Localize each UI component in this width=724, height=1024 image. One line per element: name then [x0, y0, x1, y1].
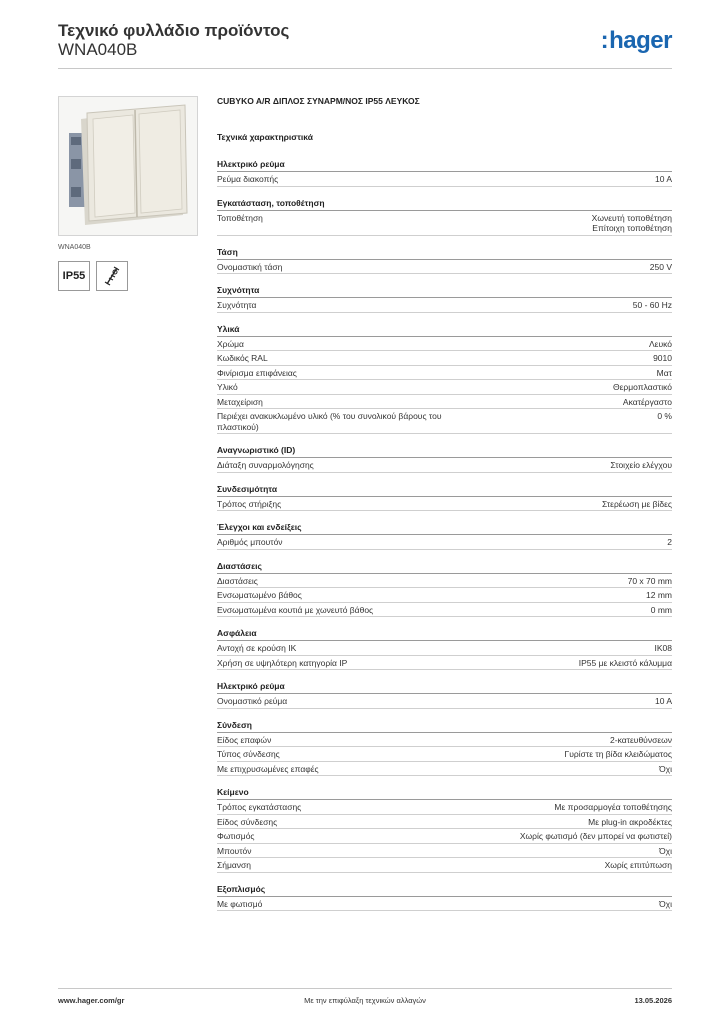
spec-row: [217, 844, 672, 859]
spec-row: [217, 409, 672, 434]
spec-label: Χρήση σε υψηλότερη κατηγορία IP: [217, 657, 348, 668]
spec-value-line: 10 A: [654, 696, 672, 706]
ip55-badge: IP55: [58, 261, 90, 291]
spec-value: [477, 831, 672, 842]
group-title: Διαστάσεις: [217, 561, 672, 574]
spec-row: [217, 380, 672, 395]
spec-value: [477, 262, 672, 273]
screw-terminal-icon: [96, 261, 128, 291]
spec-row: [217, 800, 672, 815]
spec-label: Με επιχρυσωμένες επαφές: [217, 763, 319, 774]
spec-group: [217, 484, 672, 512]
spec-row: [217, 829, 672, 844]
spec-group: [217, 561, 672, 618]
spec-value: [477, 696, 672, 707]
spec-label: Ονομαστική τάση: [217, 261, 283, 272]
spec-group: [217, 884, 672, 912]
logo-prefix: :: [600, 27, 609, 54]
spec-label: Είδος επαφών: [217, 734, 272, 745]
spec-value: [477, 643, 672, 654]
spec-row: [217, 747, 672, 762]
spec-label: Διαστάσεις: [217, 575, 258, 586]
screw-terminal-icon-graphic: [101, 264, 123, 288]
spec-group: [217, 198, 672, 236]
spec-value-line: 250 V: [649, 261, 672, 272]
spec-value: [477, 397, 672, 408]
spec-label: Κωδικός RAL: [217, 353, 268, 363]
spec-value-line: Θερμοπλαστικό: [612, 382, 672, 392]
spec-value-line: Όχι: [659, 763, 672, 774]
group-title: Συχνότητα: [217, 285, 672, 298]
group-title: Έλεγχοι και ενδείξεις: [217, 522, 672, 535]
spec-label: Αντοχή σε κρούση IK: [217, 643, 297, 653]
page-header: [58, 21, 678, 65]
spec-row: [217, 337, 672, 352]
group-title: Ασφάλεια: [217, 628, 672, 641]
spec-value-line: Στερέωση με βίδες: [601, 498, 672, 509]
spec-value-line: 2: [667, 537, 672, 547]
spec-value-line: 12 mm: [646, 590, 672, 600]
spec-value: [477, 590, 672, 601]
spec-value-line: Όχι: [659, 898, 672, 909]
spec-row: [217, 897, 672, 912]
spec-value: [477, 749, 672, 760]
spec-label: Ενσωματωμένο βάθος: [217, 590, 302, 600]
spec-row: [217, 858, 672, 873]
spec-value-line: 10 A: [654, 174, 672, 184]
document-title: Τεχνικό φυλλάδιο προϊόντος: [58, 21, 290, 40]
spec-value: [477, 576, 672, 587]
spec-row: [217, 366, 672, 381]
spec-label: Τοποθέτηση: [217, 212, 263, 223]
hager-logo: [601, 27, 672, 55]
spec-row: [217, 298, 672, 313]
spec-value-line: 70 x 70 mm: [627, 575, 672, 586]
spec-label: Χρώμα: [217, 338, 244, 349]
group-title: Ηλεκτρικό ρεύμα: [217, 681, 672, 694]
spec-value-line: Με plug-in ακροδέκτες: [588, 816, 672, 827]
group-title: Σύνδεση: [217, 720, 672, 733]
spec-group: [217, 247, 672, 275]
spec-row: [217, 458, 672, 473]
spec-value: [477, 460, 672, 471]
spec-label: Τύπος σύνδεσης: [217, 749, 280, 759]
spec-label: Διάταξη συναρμολόγησης: [217, 460, 314, 470]
section-title: Τεχνικά χαρακτηριστικά: [217, 132, 313, 142]
spec-value: [477, 353, 672, 364]
spec-label: Φωτισμός: [217, 831, 255, 841]
spec-label: Φινίρισμα επιφάνειας: [217, 367, 297, 378]
spec-value-line: Στοιχείο ελέγχου: [610, 460, 672, 470]
spec-group: [217, 285, 672, 313]
spec-label: Συχνότητα: [217, 300, 257, 310]
spec-label: Αριθμός μπουτόν: [217, 537, 283, 547]
group-title: Εγκατάσταση, τοποθέτηση: [217, 198, 672, 211]
footer-date: 13.05.2026: [634, 996, 672, 1005]
spec-label: Είδος σύνδεσης: [217, 816, 278, 827]
spec-row: [217, 260, 672, 275]
spec-label: Ονομαστικό ρεύμα: [217, 696, 288, 706]
group-title: Αναγνωριστικό (ID): [217, 445, 672, 458]
spec-value: [477, 817, 672, 828]
spec-label: Με φωτισμό: [217, 898, 263, 909]
product-image: [58, 96, 198, 236]
spec-row: [217, 815, 672, 830]
spec-value: [477, 764, 672, 775]
spec-row: [217, 211, 672, 236]
group-title: Υλικά: [217, 324, 672, 337]
spec-value-line: Λευκό: [649, 338, 672, 349]
spec-row: [217, 574, 672, 589]
spec-value: [477, 899, 672, 910]
spec-row: [217, 351, 672, 366]
spec-group: [217, 324, 672, 435]
spec-value: [477, 846, 672, 857]
spec-group: [217, 787, 672, 873]
spec-value-line: Χωρίς επιτύπωση: [604, 860, 672, 870]
spec-value: [477, 537, 672, 548]
spec-row: [217, 395, 672, 410]
spec-row: [217, 656, 672, 671]
header-divider: [58, 68, 672, 69]
footer-note: Με την επιφύλαξη τεχνικών αλλαγών: [304, 996, 426, 1005]
spec-value: [477, 499, 672, 510]
spec-label: Περιέχει ανακυκλωμένο υλικό (% του συνολικού βάρους του πλαστικού): [217, 411, 442, 432]
spec-row: [217, 641, 672, 656]
spec-row: [217, 535, 672, 550]
spec-value: [477, 605, 672, 616]
spec-label: Σήμανση: [217, 860, 252, 870]
document-subtitle: WNA040B: [58, 40, 138, 59]
spec-value: [477, 658, 672, 669]
spec-value: [477, 411, 672, 432]
logo-text: hager: [609, 27, 672, 54]
footer-divider: [58, 988, 672, 989]
spec-row: [217, 603, 672, 618]
spec-group: [217, 628, 672, 670]
group-title: Συνδεσιμότητα: [217, 484, 672, 497]
spec-value: [477, 368, 672, 379]
spec-row: [217, 762, 672, 777]
spec-group: [217, 720, 672, 777]
spec-label: Μεταχείριση: [217, 396, 263, 407]
spec-label: Μπουτόν: [217, 845, 252, 856]
spec-label: Ρεύμα διακοπής: [217, 174, 279, 184]
spec-group: [217, 681, 672, 709]
spec-value-line: Όχι: [659, 845, 672, 856]
spec-value-line: Χωνευτή τοποθέτηση: [591, 212, 672, 223]
spec-row: [217, 497, 672, 512]
spec-group: [217, 445, 672, 473]
spec-value: [477, 174, 672, 185]
footer-website[interactable]: www.hager.com/gr: [58, 996, 125, 1005]
spec-group: [217, 159, 672, 187]
spec-label: Τρόπος στήριξης: [217, 498, 282, 509]
spec-label: Τρόπος εγκατάστασης: [217, 802, 302, 812]
spec-row: [217, 694, 672, 709]
spec-value-line: Γυρίστε τη βίδα κλειδώματος: [564, 749, 672, 759]
spec-value: [477, 860, 672, 871]
spec-value-line: Ματ: [656, 367, 672, 378]
spec-groups: [217, 159, 672, 911]
spec-value-line: IP55 με κλειστό κάλυμμα: [578, 657, 672, 668]
spec-value: [477, 802, 672, 813]
group-title: Εξοπλισμός: [217, 884, 672, 897]
spec-value: [477, 735, 672, 746]
spec-value-line: Με προσαρμογέα τοποθέτησης: [554, 802, 672, 812]
spec-label: Υλικό: [217, 382, 238, 392]
spec-value: [477, 300, 672, 311]
switch-illustration: [59, 97, 198, 236]
badge-row: [58, 261, 198, 291]
spec-value-line: 9010: [653, 353, 672, 363]
spec-value-line: 2-κατευθύνσεων: [610, 734, 672, 745]
spec-value-line: IK08: [654, 643, 672, 653]
spec-group: [217, 522, 672, 550]
group-title: Τάση: [217, 247, 672, 260]
spec-value: [477, 339, 672, 350]
spec-row: [217, 172, 672, 187]
spec-value-line: 0 %: [657, 411, 672, 421]
group-title: Ηλεκτρικό ρεύμα: [217, 159, 672, 172]
spec-value-line: 50 - 60 Hz: [632, 300, 672, 310]
spec-value: [477, 213, 672, 234]
spec-value-line: Επίτοιχη τοποθέτηση: [592, 223, 672, 233]
spec-label: Ενσωματωμένα κουτιά με χωνευτό βάθος: [217, 604, 374, 615]
spec-value-line: Ακατέργαστο: [622, 396, 672, 407]
product-name: CUBYKO A/R ΔΙΠΛΟΣ ΣΥΝΑΡΜ/ΝΟΣ IP55 ΛΕΥΚΟΣ: [217, 96, 420, 106]
image-caption: WNA040B: [58, 244, 91, 251]
group-title: Κείμενο: [217, 787, 672, 800]
spec-value-line: Χωρίς φωτισμό (δεν μπορεί να φωτιστεί): [519, 831, 672, 841]
spec-row: [217, 733, 672, 748]
spec-row: [217, 588, 672, 603]
spec-panel: [217, 96, 672, 922]
product-sidebar: [58, 96, 198, 291]
spec-value-line: 0 mm: [650, 604, 672, 615]
spec-value: [477, 382, 672, 393]
